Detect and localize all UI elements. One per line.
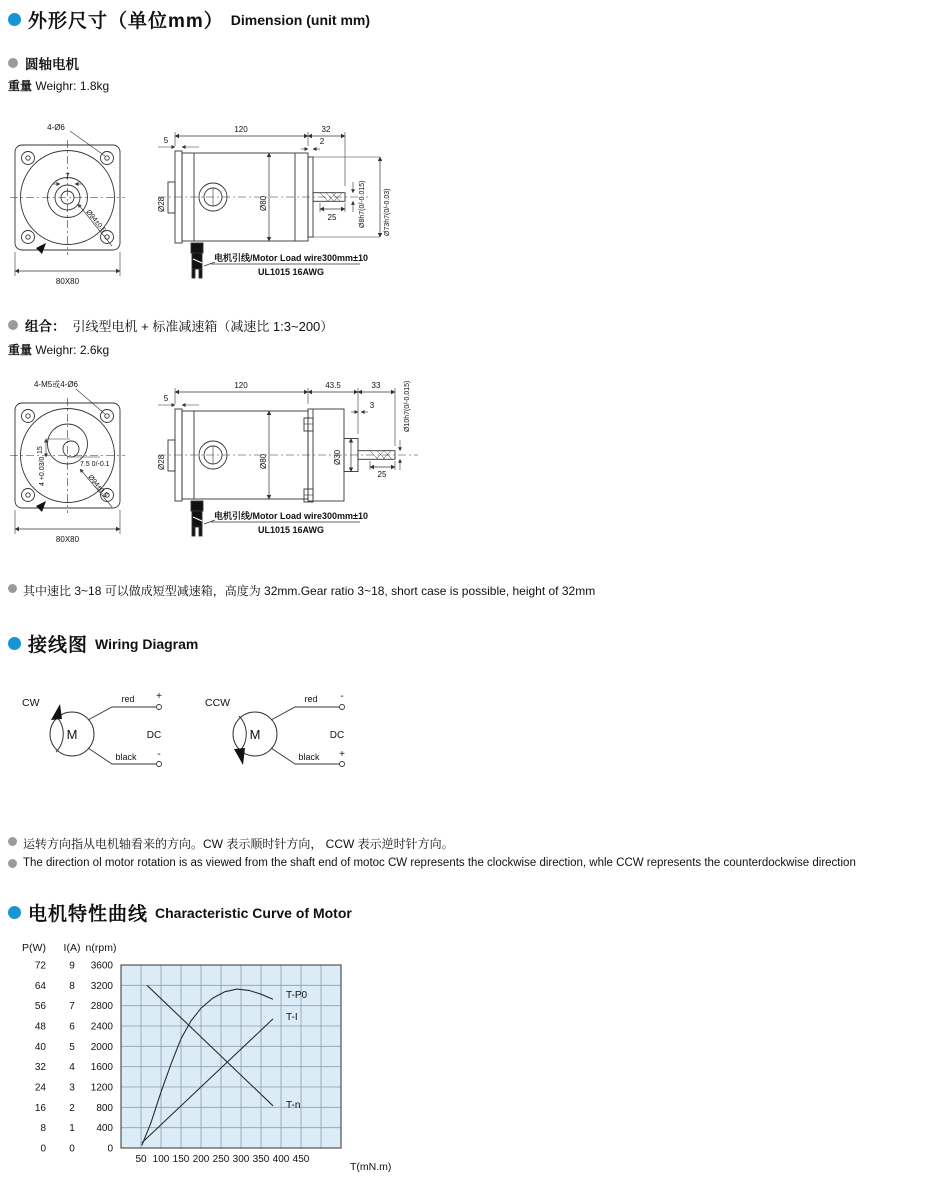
side-gear-length: 43.5	[325, 381, 341, 390]
cw-red-wire-label: red	[121, 694, 135, 704]
gray-bullet-icon	[8, 58, 18, 68]
wiring-diagram	[10, 688, 390, 788]
y-tick-label: 5	[69, 1041, 75, 1053]
y-tick-label: 24	[34, 1082, 46, 1094]
weight-value: Weighr: 2.6kg	[35, 343, 110, 357]
front-holes-label: 4-Ø6	[47, 123, 65, 132]
round-motor-drawing	[8, 116, 448, 302]
cw-label: CW	[22, 697, 40, 709]
ccw-black-polarity: +	[339, 749, 345, 760]
y-tick-label: 0	[69, 1143, 75, 1155]
ccw-arrowhead-icon	[234, 748, 245, 765]
y-tick-label: 48	[34, 1021, 46, 1033]
y-tick-label: 2	[69, 1102, 75, 1114]
motor-symbol: M	[66, 727, 78, 742]
y-tick-label: 2000	[90, 1041, 113, 1053]
x-tick-label: 50	[135, 1154, 147, 1165]
side-d80-label: Ø80	[259, 453, 268, 469]
y-tick-label: 3	[69, 1082, 75, 1094]
y-tick-label: 3600	[90, 960, 113, 972]
side-body-length: 120	[234, 381, 248, 390]
side-spigot-dia-label: Ø73h7(0/-0.03)	[384, 188, 391, 236]
wire-note-line1: 电机引线/Motor Load wire300mm±10	[214, 511, 368, 521]
gray-bullet-icon	[8, 320, 18, 330]
ccw-red-polarity: -	[340, 691, 344, 702]
cw-arrowhead-icon	[51, 704, 62, 720]
side-d28-label: Ø28	[157, 196, 166, 212]
y-tick-label: 2800	[90, 1001, 113, 1013]
front-square-label: 80X80	[55, 535, 80, 544]
side-key-length: 25	[327, 213, 337, 222]
y-tick-label: 1600	[90, 1062, 113, 1074]
geared-subtitle-prefix: 组合：	[25, 319, 66, 334]
side-step-dim: 2	[319, 137, 325, 146]
front-flat-label: 7	[65, 172, 70, 181]
geared-motor-subtitle	[8, 315, 333, 335]
front-square-label: 80X80	[55, 277, 80, 286]
x-tick-label: 300	[232, 1154, 250, 1165]
wire-note-line1: 电机引线/Motor Load wire300mm±10	[214, 253, 368, 263]
y-tick-label: 64	[34, 980, 46, 992]
blue-bullet-icon	[8, 13, 21, 26]
ccw-red-wire-label: red	[304, 694, 318, 704]
weight-label: 重量	[8, 79, 33, 93]
side-d80-label: Ø80	[259, 195, 268, 211]
front-pilot-dia-label: Ø94±0.5	[86, 473, 109, 500]
front-dim75-label: 7.5 0/-0.1	[80, 461, 110, 468]
round-motor-weight	[8, 77, 109, 94]
y-tick-label: 9	[69, 960, 75, 972]
section-title-zh: 电机特性曲线	[28, 904, 149, 925]
gray-bullet-icon	[8, 859, 17, 868]
y-tick-label: 1	[69, 1123, 75, 1135]
motor-symbol: M	[249, 727, 261, 742]
front-pilot-dia-label: Ø94±0.5	[84, 208, 107, 235]
gear-ratio-note	[8, 582, 928, 599]
y-tick-label: 1200	[90, 1082, 113, 1094]
y-tick-label: 56	[34, 1001, 46, 1013]
series-label-ti: T-I	[286, 1012, 298, 1023]
y-tick-label: 16	[34, 1102, 46, 1114]
rotation-note-zh-text: 运转方向指从电机轴看来的方向。CW 表示顺时针方向， CCW 表示逆时针方向。	[23, 837, 454, 851]
y-tick-label: 8	[69, 980, 75, 992]
y-tick-label: 72	[34, 960, 46, 972]
geared-subtitle-rest: 引线型电机 + 标准减速箱（减速比 1:3~200）	[72, 318, 334, 334]
gray-bullet-icon	[8, 837, 17, 846]
ccw-black-wire-label: black	[298, 752, 320, 762]
series-label-tn: T-n	[286, 1100, 301, 1111]
blue-bullet-icon	[8, 906, 21, 919]
side-step-dim: 3	[369, 401, 375, 410]
section-title-en: Wiring Diagram	[95, 635, 199, 652]
cw-black-polarity: -	[157, 749, 161, 760]
series-label-tp0: T-P0	[286, 990, 308, 1001]
x-tick-label: 100	[152, 1154, 170, 1165]
y-tick-label: 7	[69, 1001, 75, 1013]
characteristic-curve-chart	[10, 933, 450, 1182]
ccw-rotation-arrow-icon	[239, 716, 246, 752]
section-title-en: Dimension (unit mm)	[230, 11, 371, 28]
ccw-dc-label: DC	[329, 730, 345, 741]
side-flange-dim: 5	[163, 136, 169, 145]
y-tick-label: 8	[40, 1123, 46, 1135]
y-tick-label: 800	[96, 1102, 113, 1114]
cw-red-polarity: +	[156, 691, 162, 702]
wire-note-line2: UL1015 16AWG	[258, 525, 325, 535]
side-flange-dim: 5	[163, 394, 169, 403]
x-tick-label: 150	[172, 1154, 190, 1165]
side-key-length: 25	[377, 470, 387, 479]
y-tick-label: 400	[96, 1123, 113, 1135]
round-motor-subtitle	[8, 53, 79, 73]
cw-rotation-arrow-icon	[56, 716, 63, 752]
front-holes-label: 4-M5或4-Ø6	[33, 380, 79, 389]
gray-bullet-icon	[8, 584, 17, 593]
side-body-length: 120	[234, 125, 248, 134]
section-title-en: Characteristic Curve of Motor	[155, 904, 352, 921]
section-title-zh: 外形尺寸（单位mm）	[28, 11, 224, 32]
gear-ratio-note-text: 其中速比 3~18 可以做成短型减速箱，高度为 32mm.Gear ratio 3~18, short case is possible, height of 32mm	[23, 584, 596, 598]
side-shaft-dia-label: Ø10h7(0/-0.015)	[404, 380, 411, 432]
y-tick-label: 0	[40, 1143, 46, 1155]
section-wiring-header	[8, 630, 198, 657]
x-tick-label: 200	[192, 1154, 210, 1165]
y-tick-label: 3200	[90, 980, 113, 992]
section-curve-header	[8, 899, 352, 926]
axis-header: I(A)	[63, 942, 81, 954]
y-tick-label: 32	[34, 1062, 46, 1074]
ccw-label: CCW	[205, 697, 231, 709]
axis-header: n(rpm)	[85, 942, 117, 954]
rotation-note-en-text: The direction ol motor rotation is as viewed from the shaft end of motoc CW represents the clockwise direction, whle CCW represents the counterdockwise direction	[23, 857, 856, 869]
side-shaft-length: 32	[321, 125, 331, 134]
side-shaft-dia-label: Ø8h7(0/-0.015)	[359, 180, 366, 228]
weight-value: Weighr: 1.8kg	[35, 79, 110, 93]
geared-motor-drawing	[8, 370, 478, 566]
front-dim4-label: 4 +0.03/0	[39, 456, 46, 486]
geared-motor-weight	[8, 341, 109, 358]
y-tick-label: 6	[69, 1021, 75, 1033]
x-tick-label: 250	[212, 1154, 230, 1165]
side-d30-label: Ø30	[333, 449, 342, 465]
side-shaft-length: 33	[371, 381, 381, 390]
x-tick-label: 400	[272, 1154, 290, 1165]
side-d28-label: Ø28	[157, 454, 166, 470]
weight-label: 重量	[8, 343, 33, 357]
axis-header: P(W)	[22, 942, 46, 954]
x-axis-label: T(mN.m)	[350, 1161, 392, 1173]
front-dim15-label: 15	[37, 446, 44, 454]
round-motor-subtitle-text: 圆轴电机	[25, 57, 79, 72]
cw-black-wire-label: black	[115, 752, 137, 762]
rotation-note-en	[8, 857, 943, 869]
rotation-note-zh	[8, 835, 938, 852]
y-tick-label: 40	[34, 1041, 46, 1053]
y-tick-label: 0	[107, 1143, 113, 1155]
wire-note-line2: UL1015 16AWG	[258, 267, 325, 277]
section-dimension-header	[8, 6, 370, 33]
y-tick-label: 4	[69, 1062, 75, 1074]
section-title-zh: 接线图	[28, 635, 89, 656]
blue-bullet-icon	[8, 637, 21, 650]
x-tick-label: 450	[292, 1154, 310, 1165]
y-tick-label: 2400	[90, 1021, 113, 1033]
x-tick-label: 350	[252, 1154, 270, 1165]
cw-dc-label: DC	[146, 730, 162, 741]
